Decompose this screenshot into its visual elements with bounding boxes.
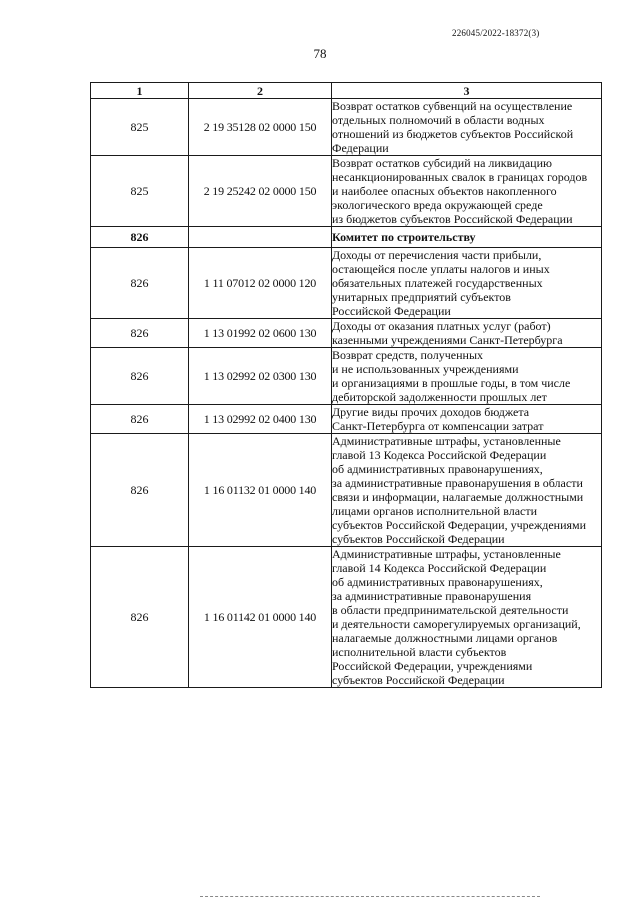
- description-line: Доходы от оказания платных услуг (работ): [332, 319, 551, 333]
- table-header: [91, 83, 602, 99]
- description-line: об административных правонарушениях,: [332, 462, 543, 476]
- description-line: об административных правонарушениях,: [332, 575, 543, 589]
- description-line: за административные правонарушения в области: [332, 476, 583, 490]
- description-line: Доходы от перечисления части прибыли,: [332, 248, 542, 262]
- description-line: Российской Федерации: [332, 304, 451, 318]
- admin-code-cell: 826: [91, 227, 189, 248]
- description-line: Российской Федерации, учреждениями: [332, 659, 533, 673]
- admin-code-cell: 826: [91, 434, 189, 547]
- revenue-code-cell: 1 16 01142 01 0000 140: [189, 547, 332, 688]
- description-line: Возврат средств, полученных: [332, 348, 484, 362]
- description-line: отдельных полномочий в области водных: [332, 113, 545, 127]
- revenue-code-cell: 2 19 35128 02 0000 150: [189, 99, 332, 156]
- description-line: и организациями в прошлые годы, в том числе: [332, 376, 571, 390]
- description-cell: [332, 434, 602, 547]
- description-cell: [332, 99, 602, 156]
- table-row: [91, 319, 602, 348]
- description-line: главой 14 Кодекса Российской Федерации: [332, 561, 547, 575]
- description-line: исполнительной власти субъектов: [332, 645, 507, 659]
- description-line: экологического вреда окружающей среде: [332, 198, 543, 212]
- description-line: за административные правонарушения: [332, 589, 532, 603]
- description-line: Комитет по строительству: [332, 230, 476, 244]
- column-header-1: 1: [91, 83, 189, 99]
- admin-code-cell: 825: [91, 156, 189, 227]
- description-line: Другие виды прочих доходов бюджета: [332, 405, 530, 419]
- description-line: субъектов Российской Федерации: [332, 532, 505, 546]
- table-row: [91, 547, 602, 688]
- description-line: субъектов Российской Федерации: [332, 673, 505, 687]
- document-id: 226045/2022-18372(3): [452, 28, 540, 38]
- table-section-row: [91, 227, 602, 248]
- page-number: 78: [313, 46, 327, 61]
- description-line: обязательных платежей государственных: [332, 276, 543, 290]
- description-line: унитарных предприятий субъектов: [332, 290, 511, 304]
- description-line: несанкционированных свалок в границах городов: [332, 170, 588, 184]
- description-line: и не использованных учреждениями: [332, 362, 519, 376]
- description-cell: [332, 319, 602, 348]
- description-line: и деятельности саморегулируемых организаций,: [332, 617, 581, 631]
- description-line: в области предпринимательской деятельности: [332, 603, 569, 617]
- revenue-code-cell: [189, 227, 332, 248]
- revenue-code-cell: 1 13 02992 02 0300 130: [189, 348, 332, 405]
- revenue-code-cell: 1 16 01132 01 0000 140: [189, 434, 332, 547]
- footer-divider: [200, 896, 540, 897]
- description-line: из бюджетов субъектов Российской Федерации: [332, 212, 573, 226]
- admin-code-cell: 826: [91, 547, 189, 688]
- description-line: связи и информации, налагаемые должностными: [332, 490, 584, 504]
- table-row: [91, 348, 602, 405]
- description-line: Санкт-Петербурга от компенсации затрат: [332, 419, 544, 433]
- description-line: и наиболее опасных объектов накопленного: [332, 184, 557, 198]
- description-cell: [332, 405, 602, 434]
- table-row: [91, 248, 602, 319]
- column-header-3: 3: [332, 83, 602, 99]
- description-line: Федерации: [332, 141, 389, 155]
- description-cell: [332, 156, 602, 227]
- description-cell: [332, 227, 602, 248]
- description-line: главой 13 Кодекса Российской Федерации: [332, 448, 547, 462]
- description-line: отношений из бюджетов субъектов Российской: [332, 127, 574, 141]
- description-cell: [332, 348, 602, 405]
- description-line: налагаемые должностными лицами органов: [332, 631, 558, 645]
- admin-code-cell: 826: [91, 405, 189, 434]
- admin-code-cell: 826: [91, 248, 189, 319]
- admin-code-cell: 825: [91, 99, 189, 156]
- admin-code-cell: 826: [91, 348, 189, 405]
- description-line: казенными учреждениями Санкт-Петербурга: [332, 333, 563, 347]
- revenue-code-cell: 1 13 01992 02 0600 130: [189, 319, 332, 348]
- description-line: дебиторской задолженности прошлых лет: [332, 390, 547, 404]
- revenue-code-cell: 1 11 07012 02 0000 120: [189, 248, 332, 319]
- column-header-2: 2: [189, 83, 332, 99]
- budget-codes-table: [90, 82, 602, 688]
- description-line: Возврат остатков субвенций на осуществление: [332, 99, 573, 113]
- description-line: остающейся после уплаты налогов и иных: [332, 262, 550, 276]
- table-row: [91, 434, 602, 547]
- table-row: [91, 405, 602, 434]
- description-cell: [332, 248, 602, 319]
- description-line: Административные штрафы, установленные: [332, 434, 561, 448]
- revenue-code-cell: 1 13 02992 02 0400 130: [189, 405, 332, 434]
- table-row: [91, 99, 602, 156]
- admin-code-cell: 826: [91, 319, 189, 348]
- description-line: Административные штрафы, установленные: [332, 547, 561, 561]
- table-row: [91, 156, 602, 227]
- description-line: субъектов Российской Федерации, учреждениями: [332, 518, 587, 532]
- table-body: [91, 99, 602, 688]
- revenue-code-cell: 2 19 25242 02 0000 150: [189, 156, 332, 227]
- description-line: Возврат остатков субсидий на ликвидацию: [332, 156, 552, 170]
- description-line: лицами органов исполнительной власти: [332, 504, 538, 518]
- description-cell: [332, 547, 602, 688]
